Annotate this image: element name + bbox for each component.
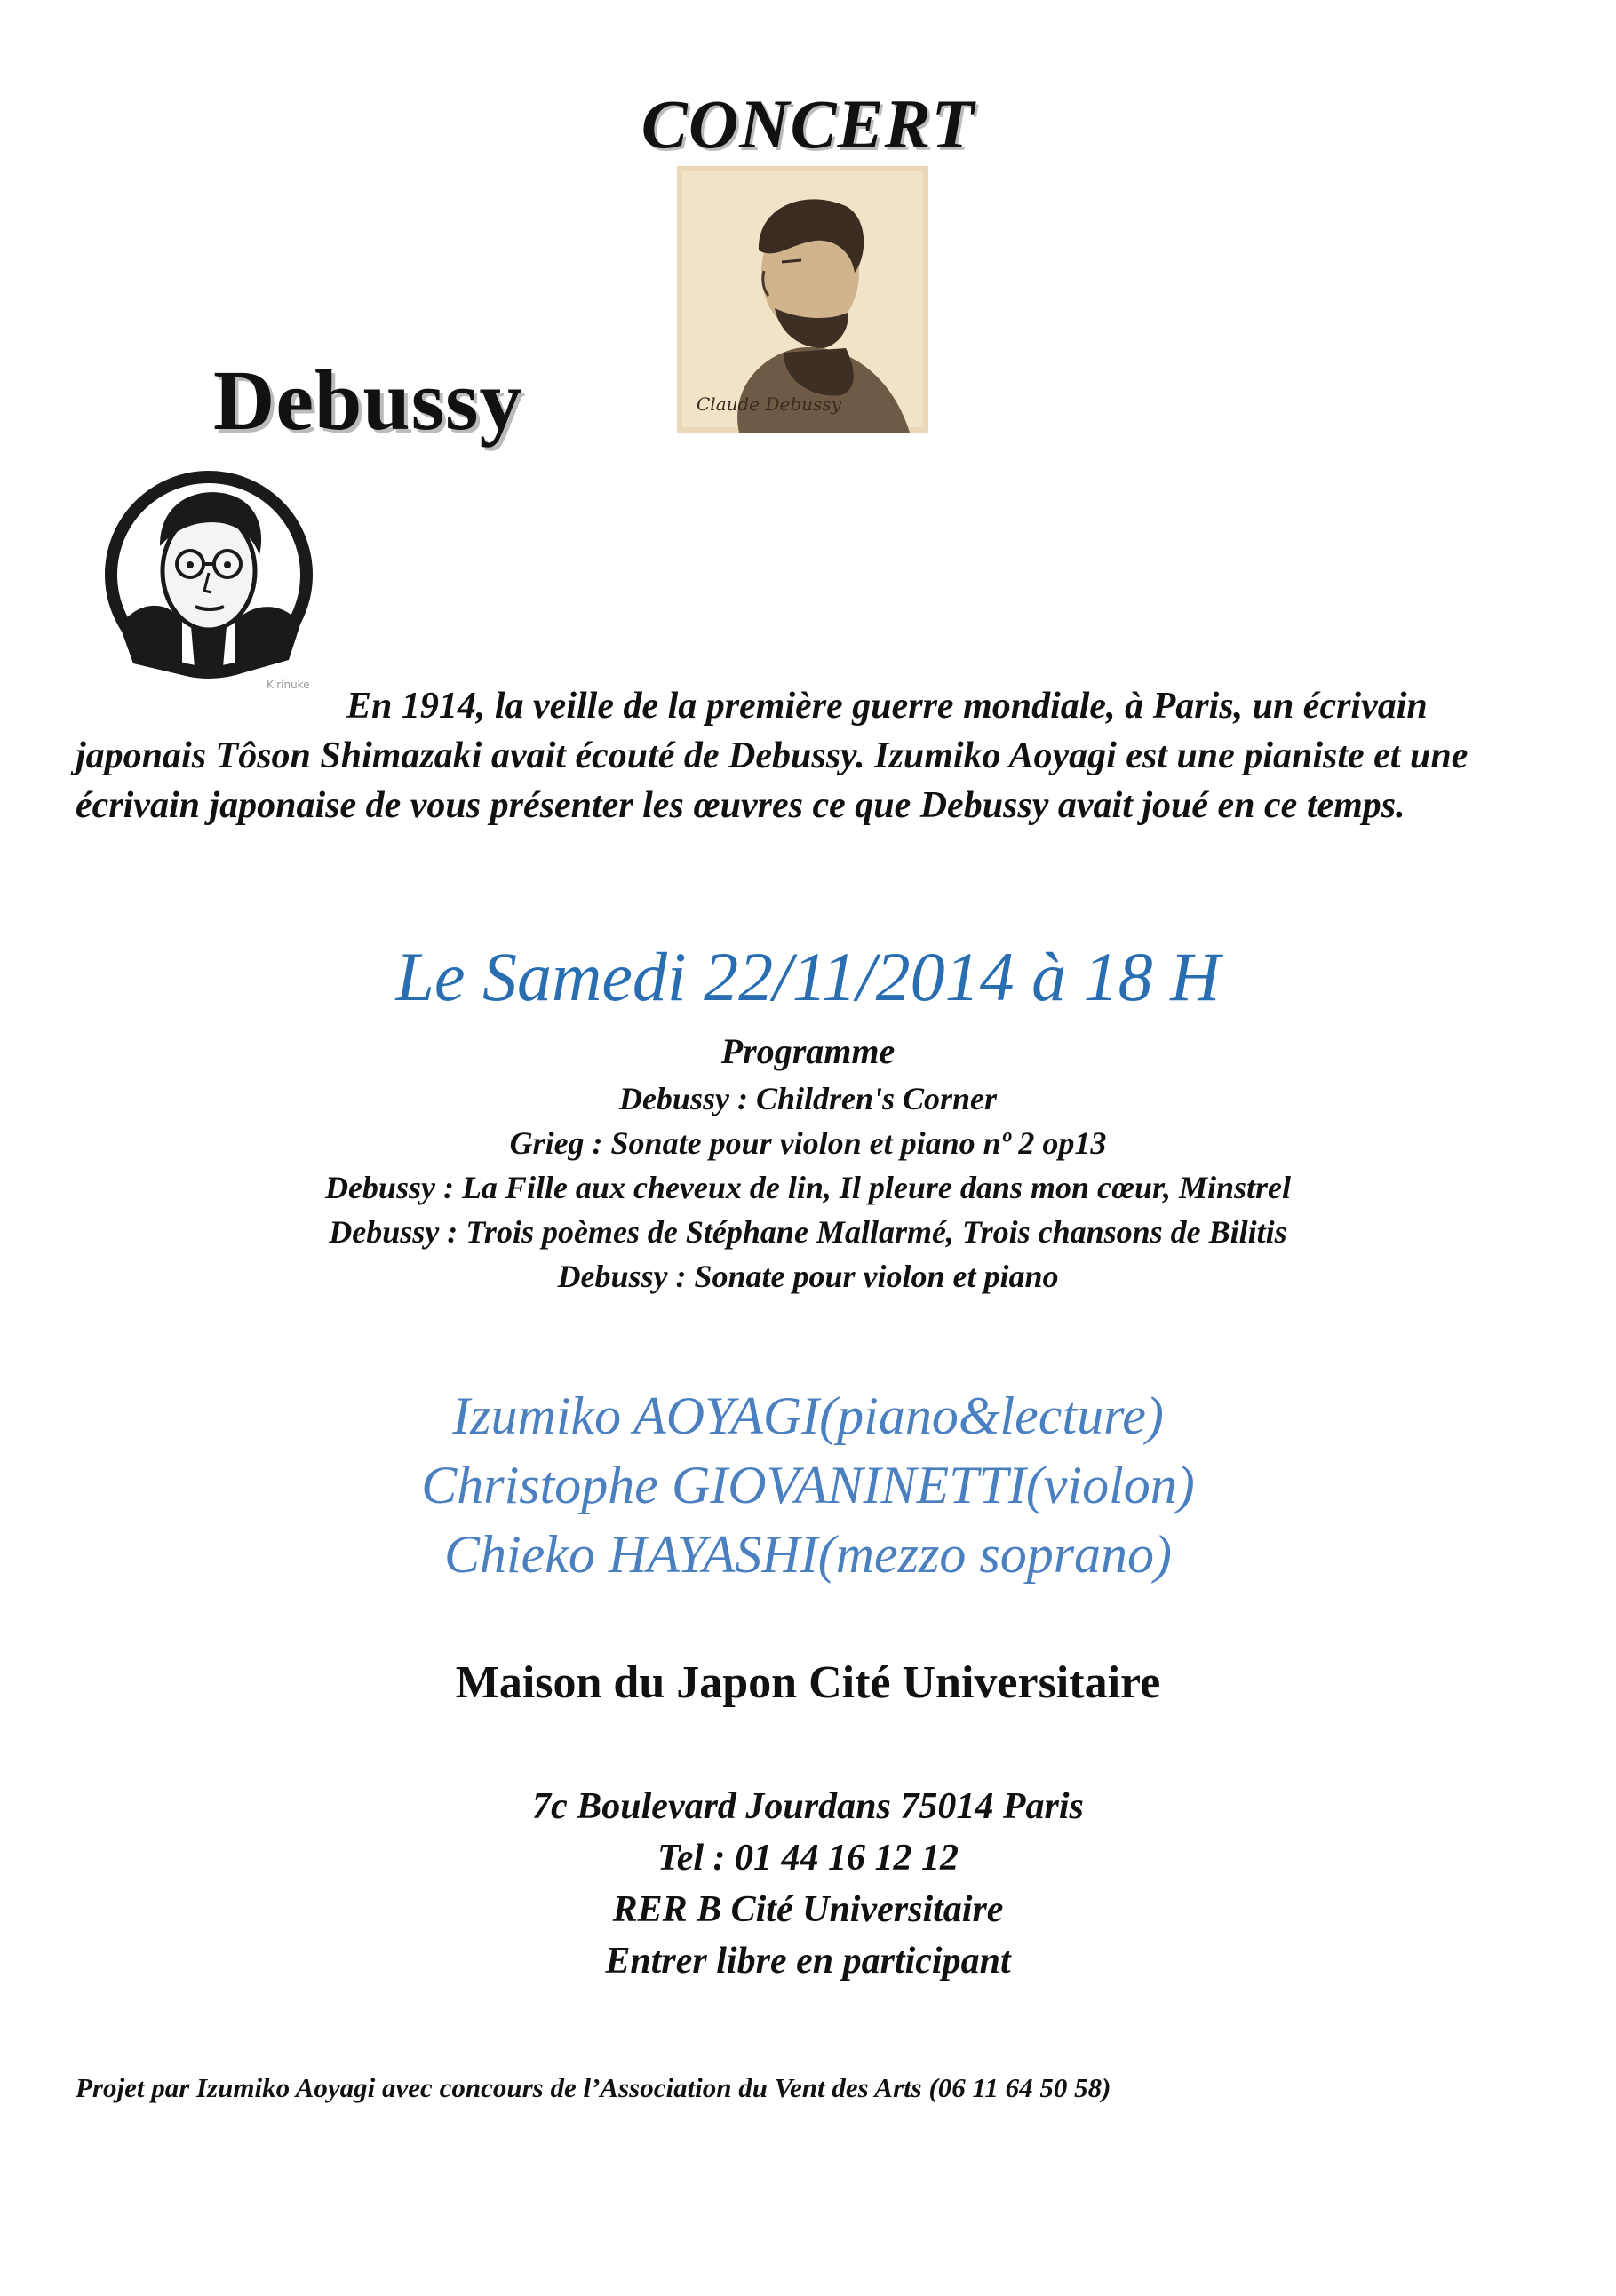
intro-paragraph: En 1914, la veille de la première guerre mondiale, à Paris, un écrivain japonais Tôson Shimazaki avait écouté de Debussy. Izumiko Aoyagi est une pianiste et une écrivain japonaise de vous présenter les œuvres ce que Debussy avait joué en ce temps. [76, 686, 1469, 826]
venue-name: Maison du Japon Cité Universitaire [455, 1657, 1161, 1708]
program-item: Debussy : Children's Corner [618, 1081, 998, 1116]
concert-title: CONCERT [641, 85, 975, 163]
performer: Izumiko AOYAGI(piano&lecture) [452, 1386, 1164, 1445]
program-heading: Programme [720, 1031, 896, 1071]
program-item: Debussy : Sonate pour violon et piano [557, 1259, 1059, 1294]
address-block [0, 1781, 1616, 1987]
icon-caption: Kirinuke [267, 679, 310, 690]
entry-line: Entrer libre en participant [605, 1941, 1011, 1982]
author-caricature-icon [98, 466, 324, 690]
credit-line: Projet par Izumiko Aoyagi avec concours de l’Association du Vent des Arts (06 11 64 50 58) [76, 2072, 1111, 2103]
program-item: Grieg : Sonate pour violon et piano nº 2 op13 [509, 1125, 1107, 1161]
performer: Chieko HAYASHI(mezzo soprano) [443, 1525, 1173, 1584]
program-item: Debussy : Trois poèmes de Stéphane Mallarmé, Trois chansons de Bilitis [329, 1214, 1287, 1250]
concert-date: Le Samedi 22/11/2014 à 18 H [395, 938, 1221, 1015]
composer-name: Debussy [213, 353, 523, 448]
address-line: 7c Boulevard Jourdans 75014 Paris [532, 1786, 1084, 1827]
transport-line: RER B Cité Universitaire [612, 1889, 1004, 1930]
phone-line: Tel : 01 44 16 12 12 [657, 1838, 959, 1879]
program-item: Debussy : La Fille aux cheveux de lin, Il pleure dans mon cœur, Minstrel [324, 1170, 1292, 1205]
performers-list [0, 1381, 1616, 1589]
debussy-portrait-sketch [677, 166, 928, 433]
performer: Christophe GIOVANINETTI(violon) [421, 1456, 1195, 1514]
portrait-signature: Claude Debussy [697, 393, 841, 415]
program-list [0, 1076, 1616, 1299]
